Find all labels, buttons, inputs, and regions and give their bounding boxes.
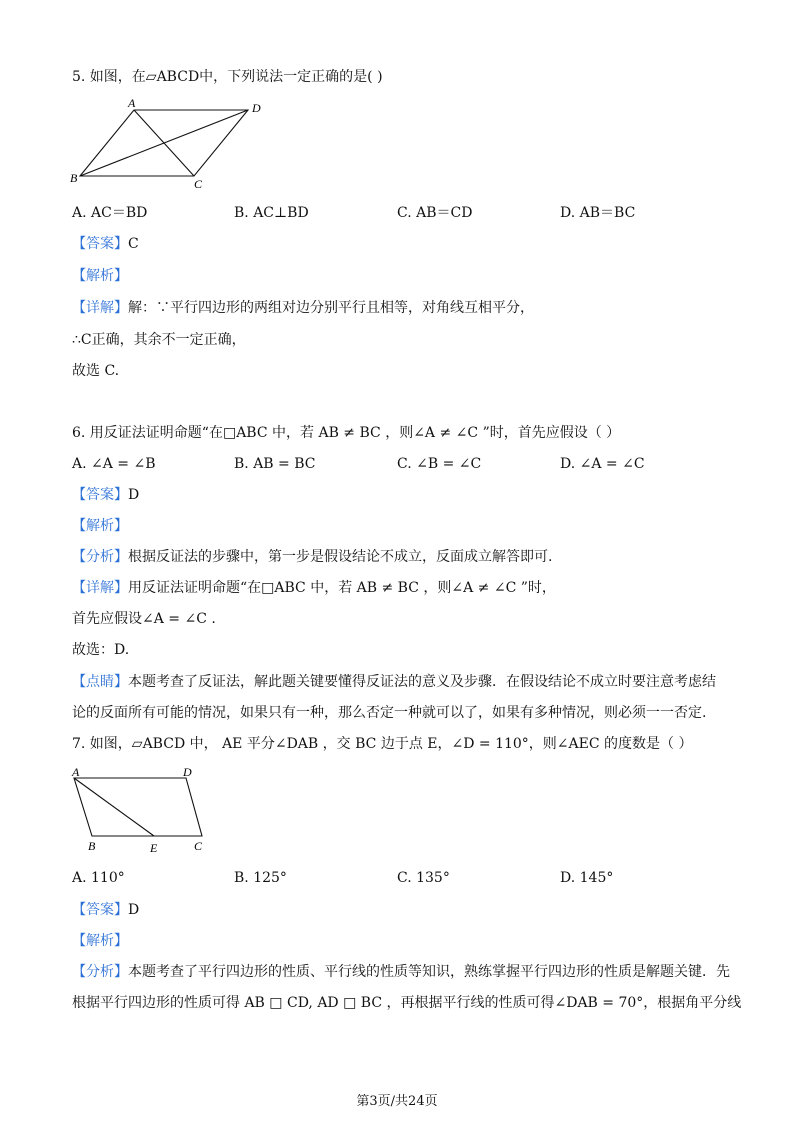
q7-option-d[interactable]: D. 145° — [560, 870, 614, 886]
q5-option-d[interactable]: D. AB＝BC — [560, 205, 636, 221]
q5-label-d: D — [252, 101, 261, 115]
q7-stem: 7. 如图，▱ABCD 中， AE 平分∠DAB ，交 BC 边于点 E，∠D = 110°，则∠AEC 的度数是（ ） — [72, 736, 693, 752]
q7-parallelogram — [74, 778, 202, 836]
q7-segment-ae — [74, 778, 154, 836]
q7-option-a[interactable]: A. 110° — [72, 870, 125, 886]
q5-answer: C — [128, 236, 139, 252]
q6-option-b[interactable]: B. AB = BC — [234, 456, 316, 472]
q5-option-c[interactable]: C. AB＝CD — [397, 205, 473, 221]
q7-label-d: D — [183, 765, 192, 779]
q6-option-c[interactable]: C. ∠B = ∠C — [397, 456, 482, 472]
q6-fenxi-line: 【分析】根据反证法的步骤中，第一步是假设结论不成立，反面成立解答即可. — [72, 549, 553, 565]
q6-detail-line2: 首先应假设∠A = ∠C . — [72, 611, 216, 627]
q5-answer-line — [72, 235, 139, 253]
q5-detail-line: 【详解】解：∵平行四边形的两组对边分别平行且相等，对角线互相平分， — [72, 300, 534, 316]
q7-fenxi-line: 【分析】本题考查了平行四边形的性质、平行线的性质等知识，熟练掌握平行四边形的性质是解题关键．先 — [72, 964, 730, 980]
q5-answer-tag: 【答案】 — [72, 236, 128, 252]
q5-diagonal-bd — [80, 110, 248, 176]
q7-option-c[interactable]: C. 135° — [397, 870, 450, 886]
q5-stem: 5. 如图，在▱ABCD中，下列说法一定正确的是( ) — [72, 69, 383, 85]
q7-analysis-tag: 【解析】 — [72, 933, 128, 949]
q5-option-a[interactable]: A. AC＝BD — [72, 205, 148, 221]
q7-option-b[interactable]: B. 125° — [234, 870, 287, 886]
q6-answer-line: 【答案】D — [72, 487, 140, 503]
q5-label-b: B — [70, 171, 78, 185]
q5-option-b[interactable]: B. AC⊥BD — [234, 205, 309, 221]
q6-stem: 6. 用反证法证明命题“在□ABC 中，若 AB ≠ BC ，则∠A ≠ ∠C ”时，首先应假设（ ） — [72, 425, 621, 441]
q7-answer-line: 【答案】D — [72, 902, 140, 918]
q5-detail-line2: ∴C正确，其余不一定正确， — [72, 332, 246, 348]
q7-label-e: E — [150, 841, 158, 855]
q6-detail-line: 【详解】用反证法证明命题“在□ABC 中，若 AB ≠ BC ，则∠A ≠ ∠C ”时， — [72, 580, 556, 596]
q6-dianjing-line2: 论的反面所有可能的情况，如果只有一种，那么否定一种就可以了，如果有多种情况，则必须一一否定. — [72, 705, 707, 721]
q7-label-c: C — [194, 839, 203, 853]
q5-label-a: A — [128, 98, 136, 110]
q7-label-b: B — [88, 839, 96, 853]
q6-detail-line3: 故选：D. — [72, 642, 130, 658]
page-footer: 第3页/共24页 — [356, 1094, 438, 1109]
q6-analysis-tag: 【解析】 — [72, 518, 128, 534]
q7-label-a: A — [72, 765, 80, 779]
q5-analysis-tag: 【解析】 — [72, 268, 128, 284]
q5-label-c: C — [194, 177, 203, 190]
q6-option-d[interactable]: D. ∠A = ∠C — [560, 456, 645, 472]
q5-detail-line3: 故选 C. — [72, 363, 120, 379]
q5-figure — [66, 98, 266, 190]
q7-fenxi-line2: 根据平行四边形的性质可得 AB □ CD, AD □ BC ，再根据平行线的性质可得∠DAB = 70°，根据角平分线 — [72, 995, 742, 1011]
q7-figure — [66, 764, 226, 856]
q6-dianjing-line: 【点睛】本题考查了反证法，解此题关键要懂得反证法的意义及步骤．在假设结论不成立时要注意考虑结 — [72, 674, 716, 690]
q6-option-a[interactable]: A. ∠A = ∠B — [72, 456, 156, 472]
